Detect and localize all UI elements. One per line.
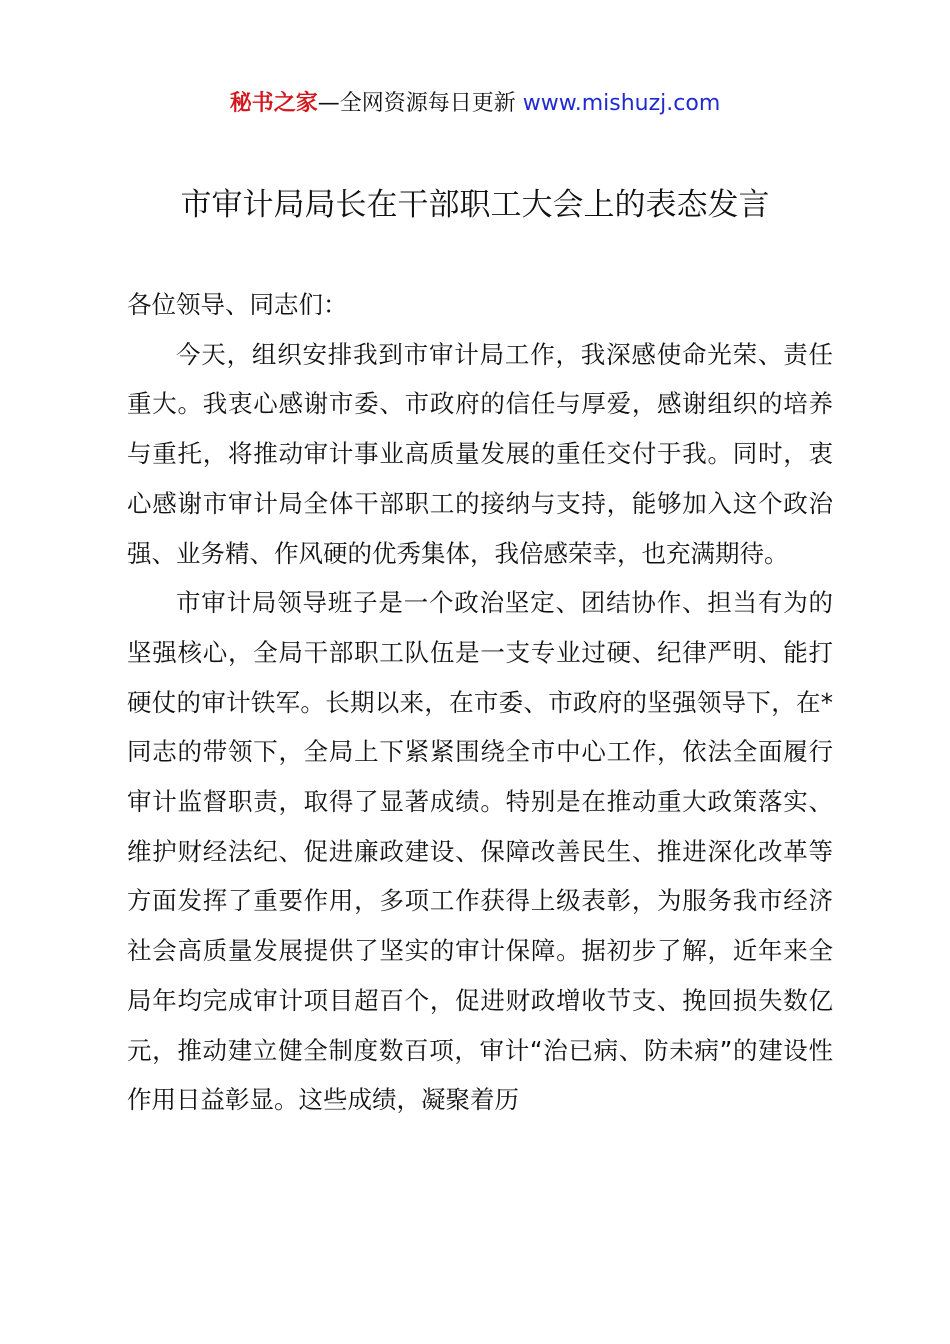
salutation: 各位领导、同志们：	[127, 290, 348, 319]
document-body	[127, 280, 833, 1125]
site-tagline: —全网资源每日更新	[317, 91, 516, 116]
site-url-link[interactable]: www.mishuzj.com	[522, 91, 721, 116]
document-title: 市审计局局长在干部职工大会上的表态发言	[180, 187, 770, 223]
paragraph-2: 市审计局领导班子是一个政治坚定、团结协作、担当有为的坚强核心，全局干部职工队伍是一支专业过硬、纪律严明、能打硬仗的审计铁军。长期以来，在市委、市政府的坚强领导下，在*同志的带领下，全局上下紧紧围绕全市中心工作，依法全面履行审计监督职责，取得了显著成绩。特别是在推动重大政策落实、维护财经法纪、促进廉政建设、保障改善民生、推进深化改革等方面发挥了重要作用，多项工作获得上级表彰，为服务我市经济社会高质量发展提供了坚实的审计保障。据初步了解，近年来全局年均完成审计项目超百个，促进财政增收节支、挽回损失数亿元，推动建立健全制度数百项，审计“治已病、防未病”的建设性作用日益彰显。这些成绩，凝聚着历	[127, 588, 833, 1115]
site-header	[0, 86, 950, 122]
paragraph-1: 今天，组织安排我到市审计局工作，我深感使命光荣、责任重大。我衷心感谢市委、市政府的信任与厚爱，感谢组织的培养与重托，将推动审计事业高质量发展的重任交付于我。同时，衷心感谢市审计局全体干部职工的接纳与支持，能够加入这个政治强、业务精、作风硬的优秀集体，我倍感荣幸，也充满期待。	[127, 339, 833, 568]
site-brand: 秘书之家	[229, 91, 318, 116]
